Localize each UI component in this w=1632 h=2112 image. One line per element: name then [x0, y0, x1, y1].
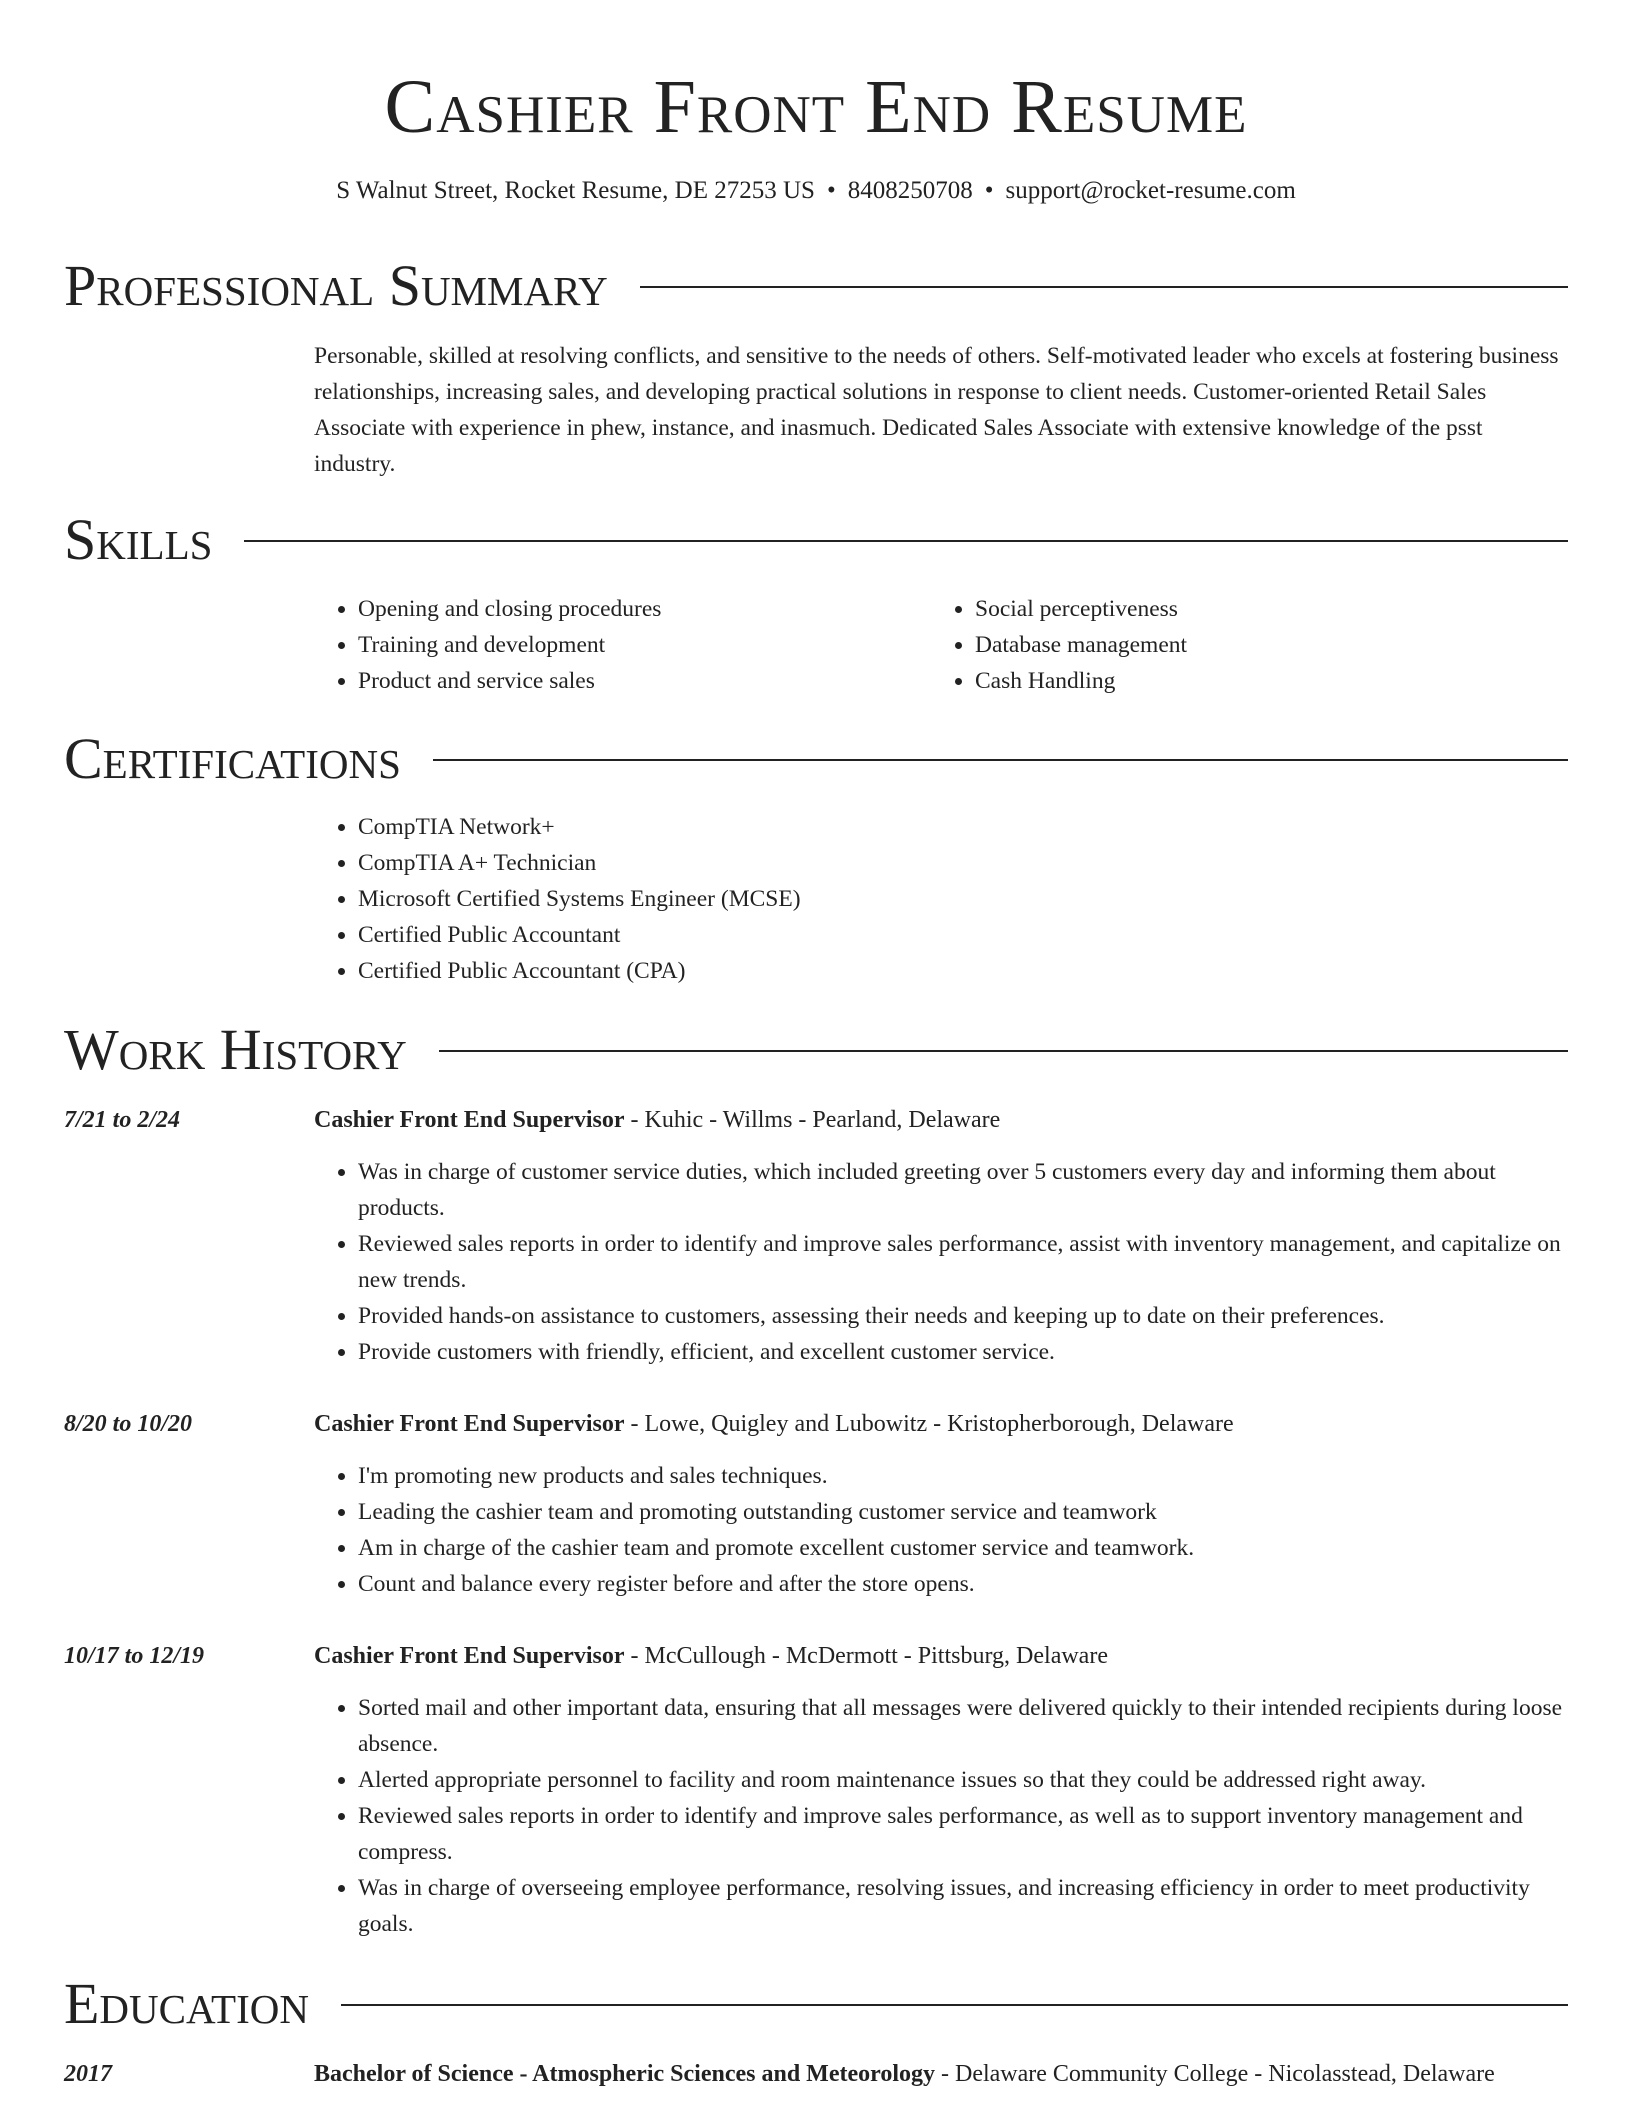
summary-section-header	[64, 254, 1568, 318]
summary-heading: Professional Summary	[64, 253, 608, 318]
job-title: Cashier Front End Supervisor	[314, 1411, 625, 1437]
section-rule	[640, 286, 1568, 288]
job-bullet: • Count and balance every register before and after the store opens.	[358, 1566, 1568, 1602]
skills-list-left	[314, 591, 914, 699]
job-bullet: • Reviewed sales reports in order to identify and improve sales performance, as well as to support inventory management and compress.	[358, 1798, 1568, 1870]
education-entry	[314, 2056, 1568, 2092]
job-entry	[314, 1406, 1568, 1602]
job-title: Cashier Front End Supervisor	[314, 1107, 625, 1133]
resume-title: Cashier Front End Resume	[384, 65, 1248, 149]
job-heading	[314, 1638, 1568, 1674]
certification-item: • CompTIA A+ Technician	[358, 845, 1568, 881]
job-bullet: • Was in charge of customer service duties, which included greeting over 5 customers every day and informing them about products.	[358, 1154, 1568, 1226]
contact-address: S Walnut Street, Rocket Resume, DE 27253 US	[336, 177, 815, 204]
certification-item: • Certified Public Accountant	[358, 917, 1568, 953]
job-bullet: • Am in charge of the cashier team and promote excellent customer service and teamwork.	[358, 1530, 1568, 1566]
education-heading: Education	[64, 1971, 309, 2036]
job-bullet: • Provided hands-on assistance to customers, assessing their needs and keeping up to date on their preferences.	[358, 1298, 1568, 1334]
skill-item: • Database management	[975, 627, 1531, 663]
job-title: Cashier Front End Supervisor	[314, 1643, 625, 1669]
job-bullet-list	[314, 1154, 1568, 1370]
job-company: - Kuhic - Willms - Pearland, Delaware	[624, 1107, 1001, 1133]
job-bullet: • Sorted mail and other important data, ensuring that all messages were delivered quickly to their intended recipients during loose absence.	[358, 1690, 1568, 1762]
education-section-header	[64, 1972, 1568, 2036]
contact-separator: •	[826, 177, 836, 204]
education-heading-line	[314, 2056, 1568, 2092]
work-history-section-header	[64, 1018, 1568, 1082]
education-degree: Bachelor of Science - Atmospheric Sciences and Meteorology	[314, 2061, 935, 2087]
skills-heading: Skills	[64, 507, 213, 572]
contact-separator: •	[984, 177, 994, 204]
skills-column-right	[931, 591, 1531, 699]
certifications-section-header	[64, 727, 1568, 791]
job-company: - Lowe, Quigley and Lubowitz - Kristopherborough, Delaware	[624, 1411, 1234, 1437]
section-rule	[341, 2004, 1568, 2006]
contact-phone: 8408250708	[847, 177, 973, 204]
job-heading	[314, 1102, 1568, 1138]
summary-text: Personable, skilled at resolving conflicts, and sensitive to the needs of others. Self-motivated leader who excels at fostering business relationships, increasing sales, and developing practical solutions in response to client needs. Customer-oriented Retail Sales Associate with experience in phew, instance, and inasmuch. Dedicated Sales Associate with extensive knowledge of the psst industry.	[314, 343, 1559, 477]
education-school: - Delaware Community College - Nicolasstead, Delaware	[935, 2061, 1495, 2087]
job-bullet: • Reviewed sales reports in order to identify and improve sales performance, assist with inventory management, and capitalize on new trends.	[358, 1226, 1568, 1298]
job-bullet: • I'm promoting new products and sales techniques.	[358, 1458, 1568, 1494]
certifications-list	[314, 809, 1568, 989]
job-bullet-list	[314, 1690, 1568, 1942]
skill-item: • Social perceptiveness	[975, 591, 1531, 627]
job-dates: 10/17 to 12/19	[64, 1643, 205, 1669]
work-history-heading: Work History	[64, 1017, 407, 1082]
contact-line	[64, 176, 1568, 206]
skills-column-left	[314, 591, 914, 699]
skill-item: • Training and development	[358, 627, 914, 663]
job-entry	[314, 1102, 1568, 1370]
job-bullet-list	[314, 1458, 1568, 1602]
skill-item: • Opening and closing procedures	[358, 591, 914, 627]
job-dates: 8/20 to 10/20	[64, 1411, 193, 1437]
skill-item: • Cash Handling	[975, 663, 1531, 699]
certification-item: • Microsoft Certified Systems Engineer (MCSE)	[358, 881, 1568, 917]
skill-item: • Product and service sales	[358, 663, 914, 699]
certification-item: • CompTIA Network+	[358, 809, 1568, 845]
job-bullet: • Leading the cashier team and promoting outstanding customer service and teamwork	[358, 1494, 1568, 1530]
education-year: 2017	[64, 2061, 112, 2087]
certifications-block	[314, 809, 1568, 989]
section-rule	[244, 540, 1568, 542]
job-bullet: • Provide customers with friendly, efficient, and excellent customer service.	[358, 1334, 1568, 1370]
certifications-heading: Certifications	[64, 726, 401, 791]
section-rule	[433, 759, 1568, 761]
certification-item: • Certified Public Accountant (CPA)	[358, 953, 1568, 989]
job-bullet: • Was in charge of overseeing employee performance, resolving issues, and increasing efficiency in order to meet productivity goals.	[358, 1870, 1568, 1942]
job-heading	[314, 1406, 1568, 1442]
job-company: - McCullough - McDermott - Pittsburg, Delaware	[624, 1643, 1108, 1669]
skills-section-header	[64, 508, 1568, 572]
job-bullet: • Alerted appropriate personnel to facility and room maintenance issues so that they could be addressed right away.	[358, 1762, 1568, 1798]
skills-list-right	[931, 591, 1531, 699]
job-dates: 7/21 to 2/24	[64, 1107, 181, 1133]
contact-email[interactable]: support@rocket-resume.com	[1005, 177, 1296, 204]
job-entry	[314, 1638, 1568, 1942]
section-rule	[439, 1050, 1568, 1052]
